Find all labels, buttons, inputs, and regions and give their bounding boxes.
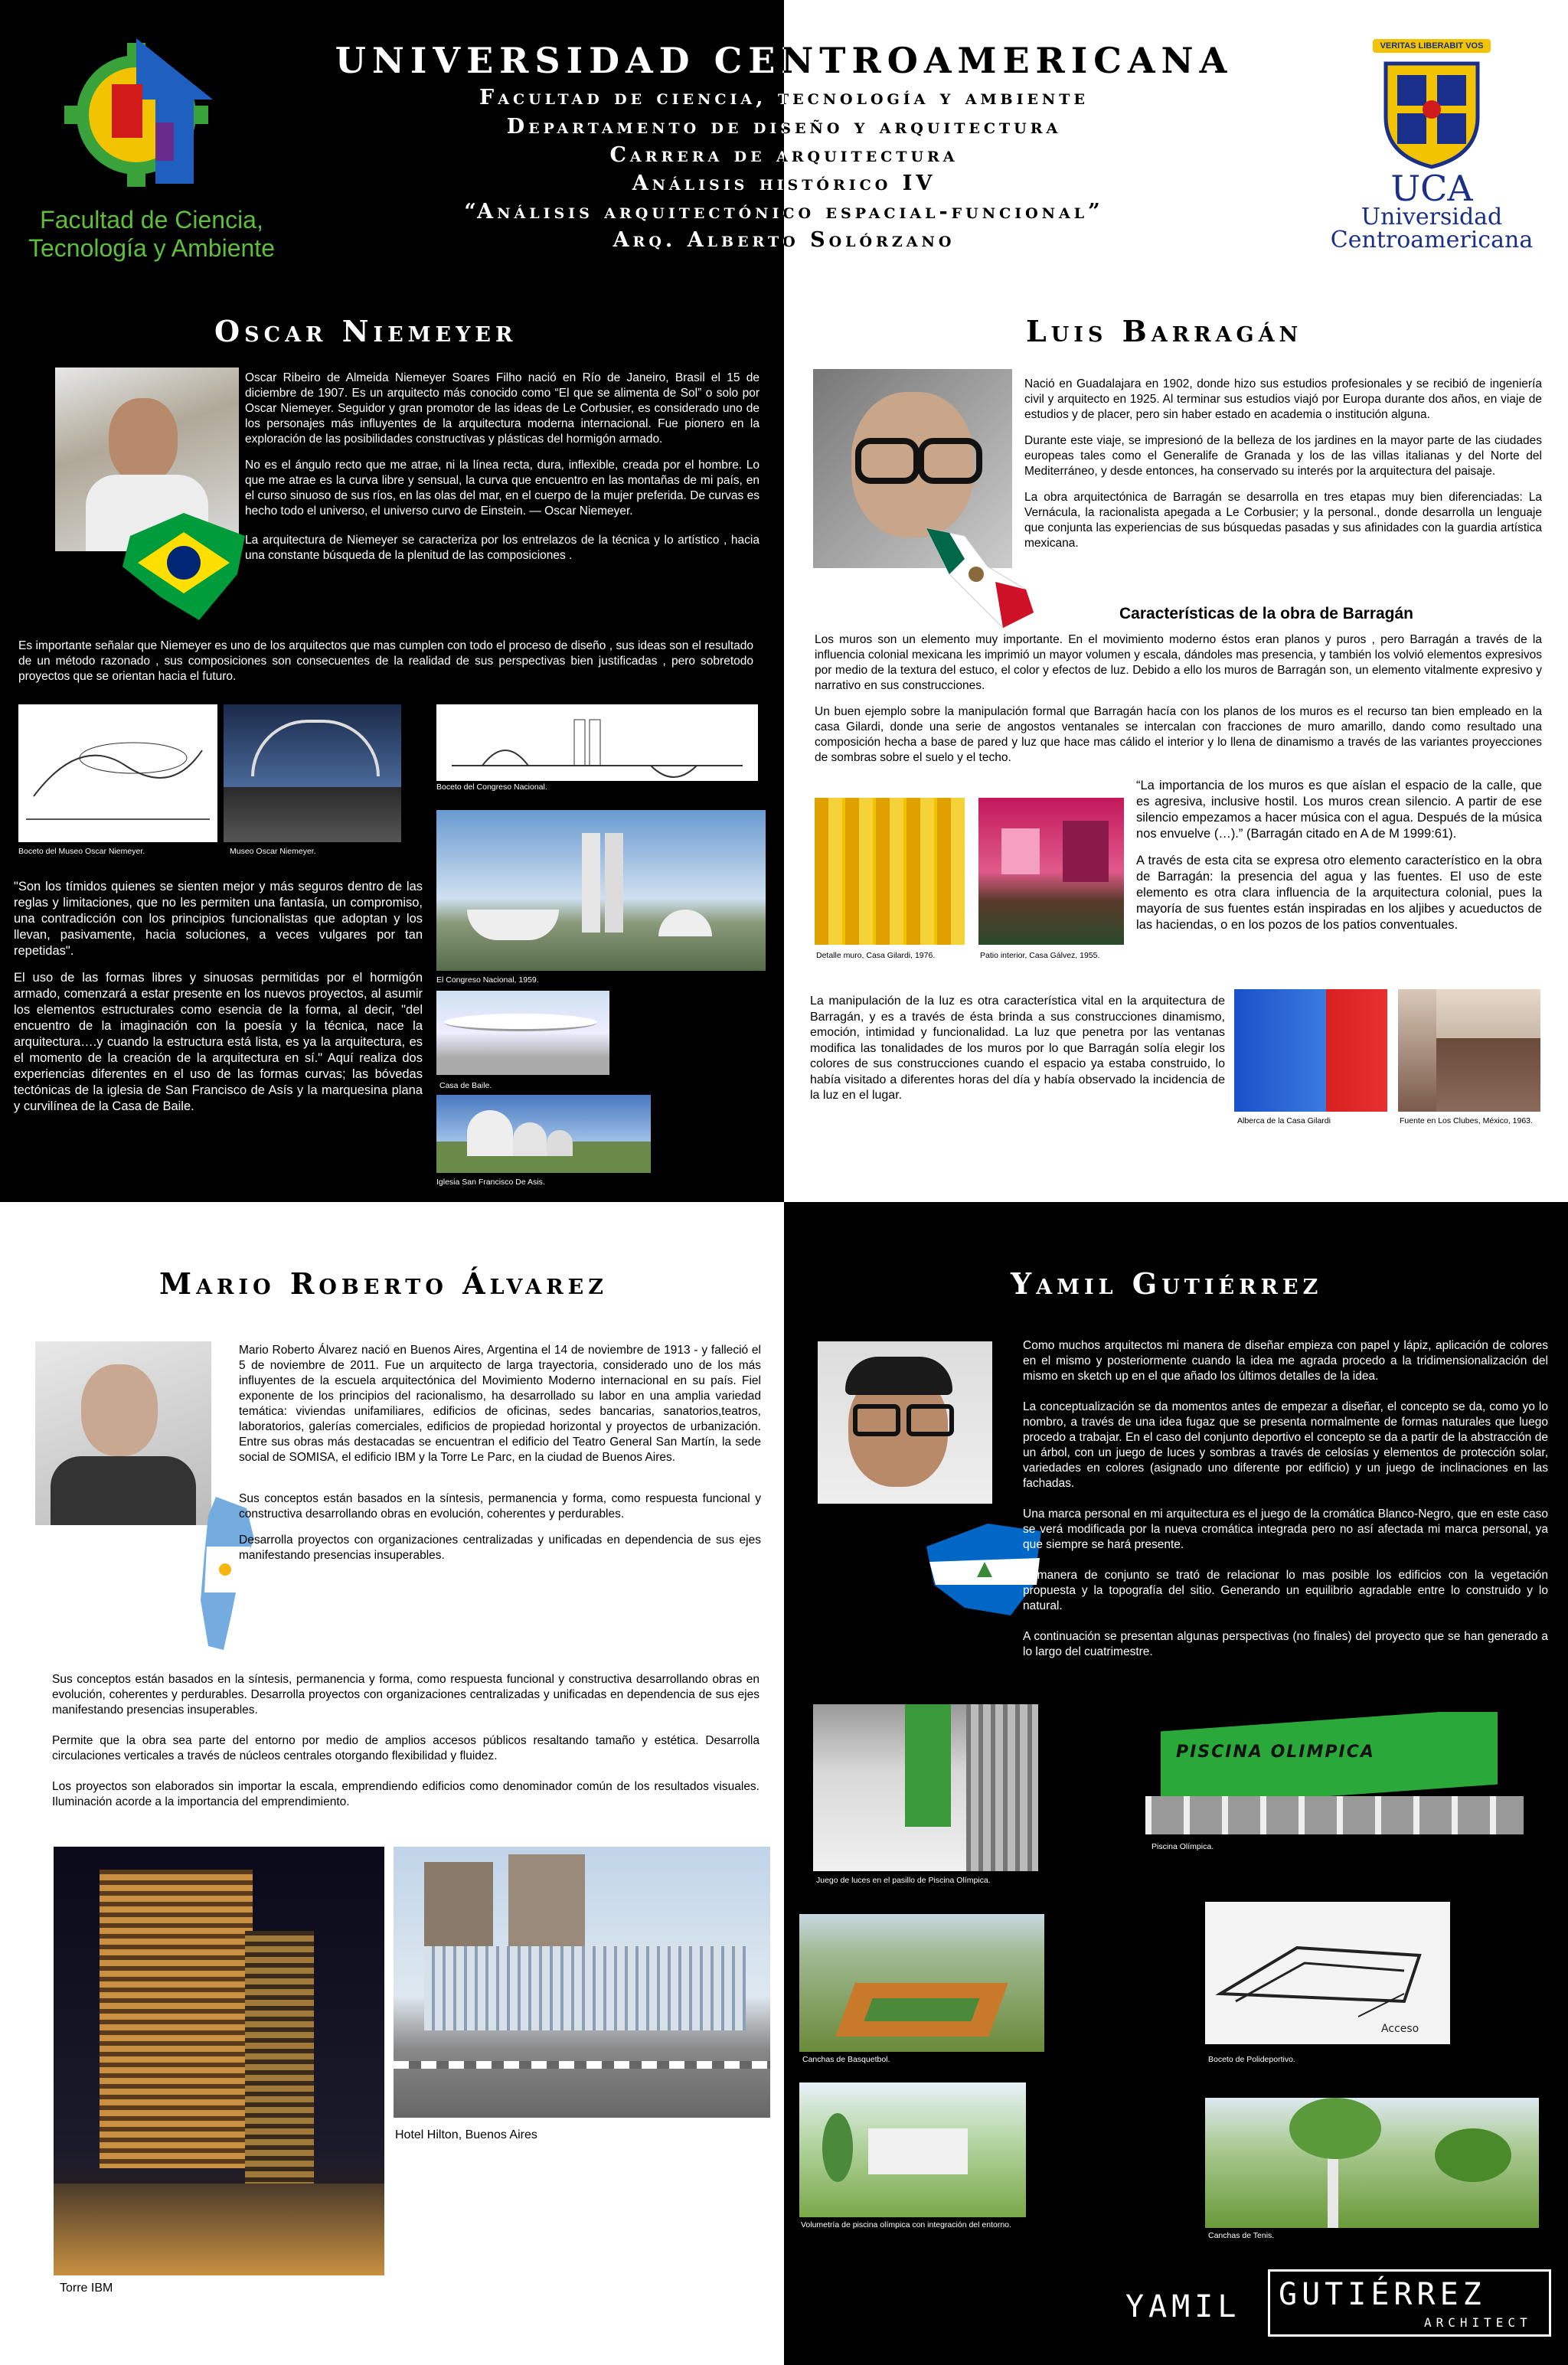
caption-boceto-congreso: Boceto del Congreso Nacional. <box>436 782 547 792</box>
gutierrez-p2: La conceptualización se da momentos antes de empezar a diseñar, el concepto se da, como yo lo nombro, a través de una idea fugaz que se presenta normalmente de formas naturales que luego procedo a trabajar. En el caso del conjunto deportivo el concepto se da a partir de la abstracción de un árbol, con un juego de luces y sombras a través de celosías y elementos de protección solar, variedades en colores (asignado uno diferente por edificio) y un juego de inclinaciones en las fachadas. <box>1023 1400 1548 1490</box>
yamil-logo-left: YAMIL <box>1125 2289 1241 2324</box>
barragan-p1: Nació en Guadalajara en 1902, donde hizo sus estudios profesionales y se recibió de ingeniería civil y arquitecto en 1925. Al terminar sus estudios viajó por Europa durante dos años, en viaje de estudios y de placer, pero sin haber estado en academia o institución alguna. <box>1024 377 1542 421</box>
gutierrez-portrait <box>818 1341 992 1504</box>
uca-line2: Centroamericana <box>1330 227 1534 253</box>
uca-shield-icon <box>1374 56 1489 171</box>
niemeyer-text-top <box>245 371 760 574</box>
barragan-p3: La obra arquitectónica de Barragán se desarrolla en tres etapas muy bien diferenciadas: La Vernácula, la racionalista apegada a Le Corbusier; y la personal., donde desarrolla un lenguaje que conjunta las experiencias de sus búsquedas pasadas y sus afinidades con la guardia artística mexicana. <box>1024 491 1542 550</box>
barragan-p6: A través de esta cita se expresa otro elemento característico en la obra de Barragán: la presencia del agua y las fuentes. El uso de este elemento es otra clara influencia de la arquitectura colonial, pues la mayoría de sus fuentes están inspiradas en los aljibes y acueductos de las haciendas, o en los pozos de los patios conventuales. <box>1136 854 1542 932</box>
niemeyer-p3: La arquitectura de Niemeyer se caracteriza por los entrelazos de la técnica y lo artístico , hacia una constante búsqueda de la plenitud de las composiciones . <box>245 534 760 562</box>
alvarez-p3: Desarrolla proyectos con organizaciones centralizadas y unificadas en dependencia de sus ejes manifestando presencias insuperables. <box>239 1534 761 1562</box>
niemeyer-museum-photo <box>224 704 401 842</box>
barragan-text-top <box>1024 377 1542 562</box>
header-line-3: Carrera de arquitectura <box>609 143 959 167</box>
yamil-logo-sub: ARCHITECT <box>1424 2315 1532 2330</box>
piscina-sign-text: PISCINA OLIMPICA <box>1176 1743 1375 1762</box>
canchas-basquet-render <box>799 1914 1044 2052</box>
caption-detalle: Detalle muro, Casa Gilardi, 1976. <box>816 951 936 960</box>
barragan-text-right <box>1136 778 1542 944</box>
faculty-logo <box>21 31 282 260</box>
barragan-title: Luis Barragán <box>1026 314 1303 348</box>
uca-line1: Universidad <box>1361 204 1503 230</box>
niemeyer-p1: Oscar Ribeiro de Almeida Niemeyer Soares Filho nació en Río de Janeiro, Brasil el 15 de diciembre de 1907. Es un arquitecto más conocido como “El que se alimenta de Sol” o solo por Oscar Niemeyer. Seguidor y gran promotor de las ideas de Le Corbusier, es considerado uno de los personajes más influyentes de la arquitectura moderna internacional. Fue pionero en la exploración de las posibilidades constructivas y plásticas del hormigón armado. <box>245 371 760 446</box>
caption-alberca: Alberca de la Casa Gilardi <box>1237 1116 1331 1125</box>
header-line-2: Departamento de diseño y arquitectura <box>506 115 1062 139</box>
casa-baile-photo <box>436 991 609 1075</box>
niemeyer-title: Oscar Niemeyer <box>214 314 518 348</box>
niemeyer-p4: Es importante señalar que Niemeyer es uno de los arquitectos que mas cumplen con todo el proceso de diseño , sus ideas son el resultado de un método razonado , sus composiciones son consecuentes de la realidad de sus perspectivas bien justificadas , pero sobretodo proyectos que se orientan hacia el futuro. <box>18 639 753 683</box>
barragan-p2: Durante este viaje, se impresionó de la belleza de los jardines en la mayor parte de las ciudades europeas tales como el Generalife de Granada y los de las villas italianas y del Norte del Mediterráneo, y desde entonces, ha conservado su interés por la arquitectura del paisaje. <box>1024 434 1542 478</box>
gutierrez-p5: A continuación se presentan algunas perspectivas (no finales) del proyecto que se han generado a lo largo del cuatrimestre. <box>1023 1630 1548 1658</box>
gear-house-icon <box>21 31 282 199</box>
congreso-photo <box>436 810 766 971</box>
caption-volumetria: Volumetría de piscina olímpica con integración del entorno. <box>801 2220 1011 2229</box>
congreso-sketch <box>436 704 758 781</box>
caption-tenis: Canchas de Tenis. <box>1208 2231 1275 2240</box>
alvarez-text-top <box>239 1343 761 1574</box>
barragan-p7: La manipulación de la luz es otra característica vital en la arquitectura de Barragán, y es a través de ésta brinda a sus construcciones dinamismo, emoción, intimidad y funcionalidad. La luz que penetra por las ventanas modifica las tonalidades de los muros por lo que Barragán solía elegir los colores de sus construcciones cuando el espacio ya estaba construido, lo había visitado a diferentes horas del día y había observado la incidencia de la luz en el lugar. <box>810 995 1225 1102</box>
niemeyer-p6: El uso de las formas libres y sinuosas permitidas por el hormigón armado, comenzará a estar presente en los nuevos proyectos, al asumir los elementos estructurales como esencia de la forma, al decir, "del encuentro de la imaginación con la poesía y la técnica, nace la arquitectura….y cuando la estructura está lista, es ya la arquitectura, es el momento de la creación de la arquitectura en sí." Aquí realiza dos experiencias diferentes en el uso de las formas curvas; las bóvedas tectónicas de la iglesia de San Francisco de Asís y la marquesina plana y curvilínea de la Casa de Baile. <box>14 971 423 1113</box>
alvarez-p6: Los proyectos son elaborados sin importar la escala, emprendiendo edificios como denominador común de los resultados visuales. Iluminación acorde a la importancia del emprendimiento. <box>52 1780 760 1808</box>
uca-logo <box>1317 38 1547 253</box>
caption-congreso: El Congreso Nacional, 1959. <box>436 975 539 985</box>
caption-patio: Patio interior, Casa Gálvez, 1955. <box>980 951 1100 960</box>
header-line-5: “Análisis arquitectónico espacial-funcional” <box>464 200 1104 224</box>
caption-boceto-poli: Boceto de Polideportivo. <box>1208 2055 1295 2064</box>
brazil-flag-map-icon <box>115 505 253 628</box>
yamil-logo-right: GUTIÉRREZ <box>1279 2277 1486 2312</box>
caption-piscina: Piscina Olímpica. <box>1152 1842 1214 1851</box>
volumetria-render <box>799 2082 1026 2217</box>
barragan-text-mid <box>815 632 1542 776</box>
university-title: UNIVERSIDAD CENTROAMERICANA <box>335 40 1233 81</box>
iglesia-photo <box>436 1095 651 1173</box>
piscina-render <box>1145 1712 1524 1841</box>
gutierrez-title: Yamil Gutiérrez <box>1011 1266 1323 1301</box>
caption-iglesia: Iglesia San Francisco De Asis. <box>436 1178 545 1187</box>
caption-casa-baile: Casa de Baile. <box>439 1081 492 1090</box>
fuente-clubes-photo <box>1433 989 1540 1112</box>
canchas-tenis-render <box>1205 2098 1539 2228</box>
alvarez-p2: Sus conceptos están basados en la síntesis, permanencia y forma, como respuesta funcional y constructiva desarrollando obras en evolución, coherentes y perdurables. <box>239 1492 761 1521</box>
alvarez-p5: Permite que la obra sea parte del entorno por medio de amplios accesos públicos resaltando tamaño y estética. Desarrolla circulaciones verticales a través de núcleos centrales otorgando flexibilidad y fluidez. <box>52 1734 760 1762</box>
uca-banner: VERITAS LIBERABIT VOS <box>1373 39 1491 53</box>
alvarez-p1: Mario Roberto Álvarez nació en Buenos Aires, Argentina el 14 de noviembre de 1913 - y falleció el 5 de noviembre de 2011. Fue un arquitecto de larga trayectoria, considerado uno de los más influyentes de la escuela arquitectónica del Movimiento Moderno internacional en su país. Fiel exponente de los principios del racionalismo, ha desarrollado su labor en una amplia variedad temática: viviendas unifamiliares, edificios de oficinas, sedes bancarias, sanatorios,teatros, laboratorios, galerías comerciales, edificios de propiedad horizontal y proyectos de urbanización. Entre sus obras más destacadas se encuentran el edificio del Teatro General San Martín, la sede social de SOMISA, el edificio IBM y la Torre Le Parc, en la ciudad de Buenos Aires. <box>239 1344 761 1464</box>
header-line-4: Análisis histórico IV <box>632 171 936 195</box>
uca-acronym: UCA <box>1390 168 1473 209</box>
alberca-gilardi-photo <box>1234 989 1387 1112</box>
niemeyer-p5: "Son los tímidos quienes se sienten mejor y más seguros dentro de las reglas y limitaciones, que no les permiten una fantasía, un compromiso, una contradicción con los principios funcionalistas que adoptan y los llevan, pasivamente, hacia soluciones, a veces vulgares por tan repetidas". <box>14 880 423 958</box>
fuente-clubes-photo-left <box>1398 989 1436 1112</box>
caption-museo: Museo Oscar Niemeyer. <box>230 847 316 856</box>
juego-luces-render <box>813 1704 1038 1871</box>
header-line-1: Facultad de ciencia, tecnología y ambiente <box>479 86 1089 109</box>
hotel-hilton-photo <box>394 1847 770 2118</box>
mexico-flag-map-icon <box>919 521 1041 635</box>
gutierrez-p4: A manera de conjunto se trató de relacionar lo mas posible los edificios con la vegetación propuesta y la topografía del sitio. Generando un equilibrio agradable entre lo construido y lo natural. <box>1023 1569 1548 1612</box>
torre-ibm-photo <box>54 1847 384 2275</box>
caption-fuente: Fuente en Los Clubes, México, 1963. <box>1400 1116 1533 1125</box>
casa-gilardi-wall-photo <box>815 798 965 945</box>
casa-galvez-patio-photo <box>978 798 1124 945</box>
alvarez-text-bottom <box>52 1672 760 1821</box>
caption-basquet: Canchas de Basquetbol. <box>802 2055 890 2064</box>
yamil-logo <box>1125 2269 1551 2338</box>
faculty-logo-line2: Tecnología y Ambiente <box>28 234 275 262</box>
caption-boceto-museo: Boceto del Museo Oscar Niemeyer. <box>18 847 145 856</box>
niemeyer-museum-sketch <box>18 704 217 842</box>
caption-hilton: Hotel Hilton, Buenos Aires <box>395 2128 537 2141</box>
barragan-p4: Los muros son un elemento muy importante. En el movimiento moderno éstos eran planos y puros , pero Barragán a través de la influencia colonial mexicana les imprimió un mayor volumen y escala, dándoles mas presencia, y también los volvió elementos expresivos por medio de la textura del estuco, el color y efectos de luz. Debido a ello los muros de Barragán son, un elemento vitalmente expresivo y narrativo en sus construcciones. <box>815 633 1542 692</box>
caption-juego: Juego de luces en el pasillo de Piscina Olímpica. <box>816 1876 991 1885</box>
barragan-quote: “La importancia de los muros es que aíslan el espacio de la calle, que es agresiva, inclusive hostil. Los muros crean silencio. A partir de ese silencio empezamos a hacer música con el agua. Después de la música nos envuelve (…).” (Barragán citado en A de M 1999:61). <box>1136 779 1542 841</box>
barragan-p5: Un buen ejemplo sobre la manipulación formal que Barragán hacía con los planos de los muros es el recurso tan bien empleado en la casa Gilardi, donde una serie de angostos ventanales se intercalan con fracciones de muro amarillo, dando como resultado una composición hecha a base de pared y luz que hace mas cálido el interior y lo llena de dinamismo a través de las variantes proyecciones de sombras sobre el suelo y el techo. <box>815 705 1542 764</box>
niemeyer-text-bottom <box>14 879 423 1125</box>
alvarez-title: Mario Roberto Álvarez <box>159 1266 608 1301</box>
boceto-polideportivo <box>1205 1902 1450 2044</box>
alvarez-p4: Sus conceptos están basados en la síntesis, permanencia y forma, como respuesta funcional y constructiva desarrollando obras en evolución, coherentes y perdurables. Desarrolla proyectos con organizaciones centralizadas y unificadas en dependencia de sus ejes manifestando presencias insuperables. <box>52 1673 760 1717</box>
header-line-6: Arq. Alberto Solórzano <box>612 228 956 252</box>
sketch-access-label: Acceso <box>1381 2023 1419 2035</box>
caption-ibm: Torre IBM <box>60 2282 113 2295</box>
gutierrez-text <box>1023 1338 1548 1671</box>
gutierrez-p3: Una marca personal en mi arquitectura es el juego de la cromática Blanco-Negro, que en este caso se verá modificada por la nueva cromática integrada pero no así afectada mi marca personal, ya que siempre se hará presente. <box>1023 1508 1548 1551</box>
barragan-subtitle: Características de la obra de Barragán <box>1119 605 1414 622</box>
faculty-logo-line1: Facultad de Ciencia, <box>40 206 263 234</box>
niemeyer-p2: No es el ángulo recto que me atrae, ni la línea recta, dura, inflexible, creada por el hombre. Lo que me atrae es la curva libre y sensual, la curva que encuentro en las montañas de mi país, en el curso sinuoso de sus ríos, en las olas del mar, en el cuerpo de la mujer preferida. De curvas es hecho todo el universo, el universo curvo de Einstein. — Oscar Niemeyer. <box>245 459 760 518</box>
gutierrez-p1: Como muchos arquitectos mi manera de diseñar empieza con papel y lápiz, aplicación de colores en el mismo y posteriormente cuando la idea me agrada procedo a la tridimensionalización del mismo en sketch up en el que añado los últimos detalles de la idea. <box>1023 1339 1548 1383</box>
